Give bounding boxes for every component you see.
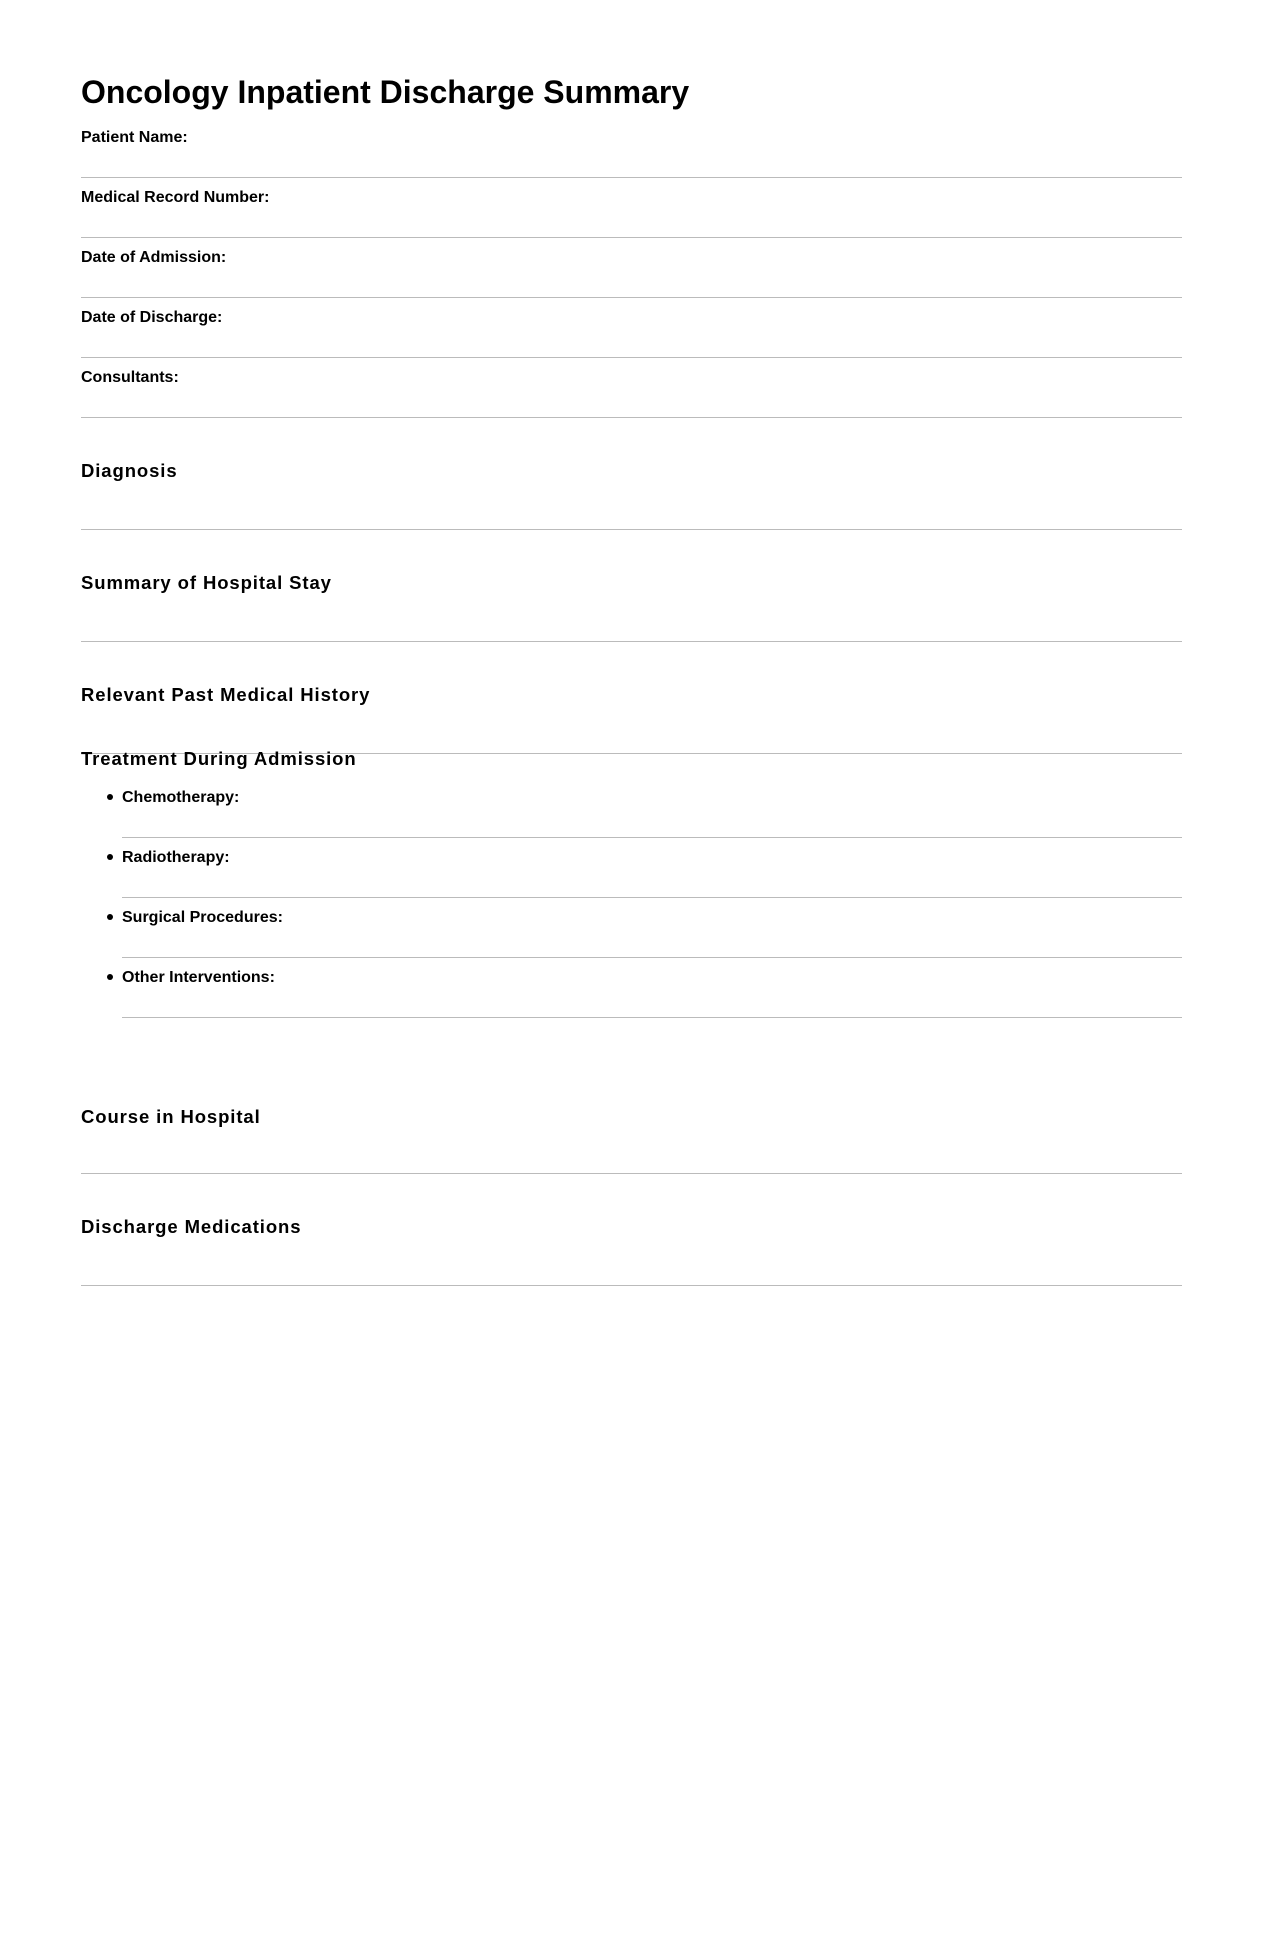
bullet-icon xyxy=(107,854,113,860)
treatment-list xyxy=(122,778,1182,1018)
section-discharge-medications xyxy=(81,1174,1182,1286)
patient-info-fields xyxy=(81,118,1182,418)
section-heading: Course in Hospital xyxy=(81,1106,261,1127)
section-heading: Discharge Medications xyxy=(81,1216,302,1237)
section-heading: Relevant Past Medical History xyxy=(81,684,371,705)
date-of-admission-value[interactable] xyxy=(81,268,1182,288)
section-course-in-hospital xyxy=(81,1063,1182,1174)
patient-name-value[interactable] xyxy=(81,148,1182,168)
section-heading: Summary of Hospital Stay xyxy=(81,572,332,593)
field-date-of-discharge[interactable] xyxy=(81,298,1182,358)
field-medical-record-number[interactable] xyxy=(81,178,1182,238)
consultants-value[interactable] xyxy=(81,388,1182,408)
treatment-item-label: Other Interventions: xyxy=(122,969,275,986)
treatment-item-label: Chemotherapy: xyxy=(122,789,240,806)
section-treatment-during-admission xyxy=(81,418,1182,1062)
field-label: Date of Admission: xyxy=(81,249,227,266)
treatment-item-other-interventions[interactable] xyxy=(122,958,1182,1018)
section-heading: Diagnosis xyxy=(81,460,178,481)
date-of-discharge-value[interactable] xyxy=(81,328,1182,348)
bullet-icon xyxy=(107,914,113,920)
bullet-icon xyxy=(107,794,113,800)
treatment-item-label: Surgical Procedures: xyxy=(122,909,283,926)
treatment-item-radiotherapy[interactable] xyxy=(122,838,1182,898)
field-label: Date of Discharge: xyxy=(81,309,223,326)
final-sections xyxy=(81,1063,1182,1286)
treatment-and-later-sections xyxy=(81,418,1182,1062)
field-label: Patient Name: xyxy=(81,129,188,146)
page-title: Oncology Inpatient Discharge Summary xyxy=(81,74,690,110)
treatment-item-surgical-procedures[interactable] xyxy=(122,898,1182,958)
field-label: Consultants: xyxy=(81,369,179,386)
treatment-item-chemotherapy[interactable] xyxy=(122,778,1182,838)
bullet-icon xyxy=(107,974,113,980)
field-consultants[interactable] xyxy=(81,358,1182,418)
field-label: Medical Record Number: xyxy=(81,189,270,206)
section-heading: Treatment During Admission xyxy=(81,748,357,769)
treatment-item-label: Radiotherapy: xyxy=(122,849,230,866)
field-date-of-admission[interactable] xyxy=(81,238,1182,298)
field-patient-name[interactable] xyxy=(81,118,1182,178)
medical-record-number-value[interactable] xyxy=(81,208,1182,228)
